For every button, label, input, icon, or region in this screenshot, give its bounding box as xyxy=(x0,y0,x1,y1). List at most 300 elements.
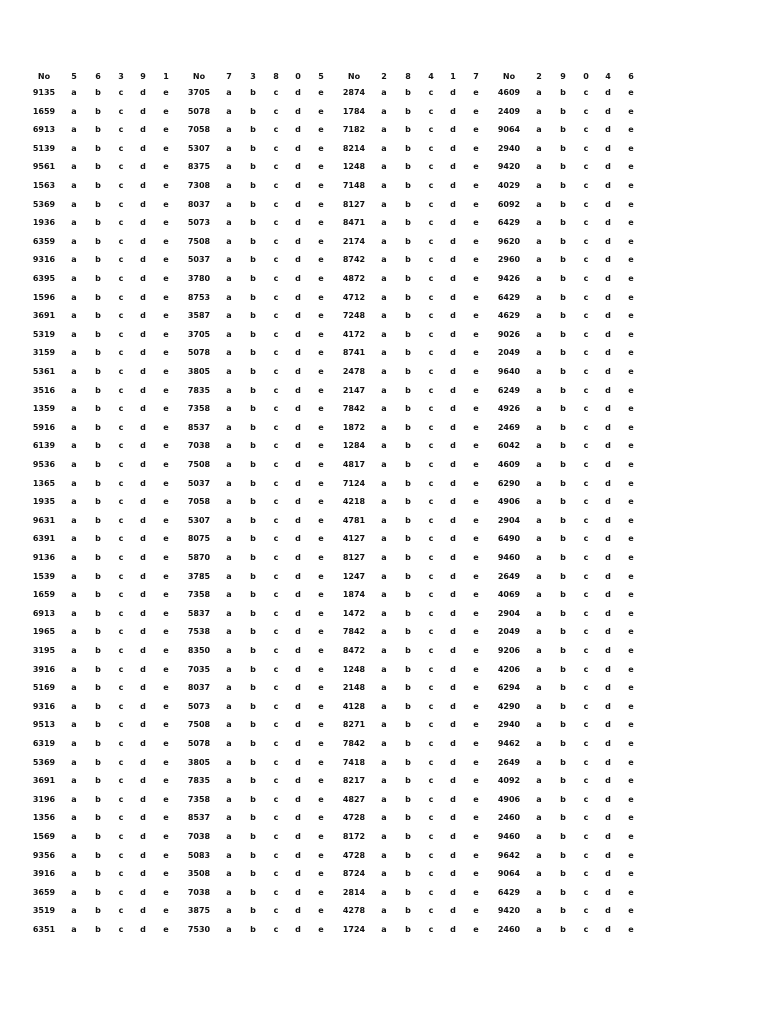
option-d: d xyxy=(605,776,611,786)
option-e: e xyxy=(318,553,324,562)
option-b: b xyxy=(405,739,411,748)
option-e: e xyxy=(163,274,169,283)
option-e: e xyxy=(163,218,169,228)
option-d: d xyxy=(295,125,301,135)
option-b: b xyxy=(250,385,256,395)
option-c: c xyxy=(428,143,434,153)
option-b: b xyxy=(560,906,566,916)
option-b: b xyxy=(560,887,566,897)
option-a: a xyxy=(226,757,232,767)
option-c: c xyxy=(428,627,434,637)
option-e: e xyxy=(473,422,479,432)
option-d: d xyxy=(450,385,456,395)
option-e: e xyxy=(628,590,634,600)
option-a: a xyxy=(381,478,387,488)
option-c: c xyxy=(583,199,589,209)
option-d: d xyxy=(450,534,456,544)
row-number: 2649 xyxy=(497,757,521,767)
option-b: b xyxy=(560,925,566,934)
option-d: d xyxy=(295,739,301,748)
option-b: b xyxy=(250,255,256,265)
option-d: d xyxy=(605,497,611,507)
option-d: d xyxy=(605,720,611,730)
row-number: 6913 xyxy=(32,608,56,618)
option-a: a xyxy=(226,925,232,934)
row-number: 4872 xyxy=(342,274,366,283)
row-number: 4218 xyxy=(342,497,366,507)
option-b: b xyxy=(250,367,256,376)
option-c: c xyxy=(583,292,589,302)
row-number: 8271 xyxy=(342,720,366,730)
row-number: 7508 xyxy=(187,460,211,469)
option-c: c xyxy=(273,404,279,414)
row-number: 4906 xyxy=(497,794,521,804)
option-a: a xyxy=(381,739,387,748)
option-c: c xyxy=(428,106,434,116)
option-d: d xyxy=(295,590,301,600)
option-a: a xyxy=(71,385,77,395)
option-b: b xyxy=(95,906,101,916)
row-number: 5078 xyxy=(187,348,211,358)
option-c: c xyxy=(273,460,279,469)
option-a: a xyxy=(536,367,542,376)
option-c: c xyxy=(583,162,589,172)
option-b: b xyxy=(95,274,101,283)
option-b: b xyxy=(405,218,411,228)
option-a: a xyxy=(536,683,542,693)
option-c: c xyxy=(583,832,589,841)
option-c: c xyxy=(118,367,124,376)
option-e: e xyxy=(163,199,169,209)
option-b: b xyxy=(250,776,256,786)
row-number: 8037 xyxy=(187,683,211,693)
option-c: c xyxy=(428,553,434,562)
option-e: e xyxy=(628,311,634,321)
option-c: c xyxy=(273,739,279,748)
option-b: b xyxy=(95,776,101,786)
option-d: d xyxy=(295,385,301,395)
option-e: e xyxy=(163,497,169,507)
option-a: a xyxy=(71,311,77,321)
row-number: 5369 xyxy=(32,757,56,767)
row-number: 2460 xyxy=(497,813,521,823)
key-digit-header: 7 xyxy=(473,72,479,81)
row-number: 9064 xyxy=(497,869,521,879)
option-e: e xyxy=(163,460,169,469)
option-a: a xyxy=(536,925,542,934)
row-number: 3587 xyxy=(187,311,211,321)
option-b: b xyxy=(95,701,101,711)
option-b: b xyxy=(250,125,256,135)
option-a: a xyxy=(381,720,387,730)
option-e: e xyxy=(628,683,634,693)
option-b: b xyxy=(95,404,101,414)
row-number: 9026 xyxy=(497,329,521,339)
option-d: d xyxy=(605,553,611,562)
option-c: c xyxy=(583,720,589,730)
option-b: b xyxy=(95,88,101,97)
row-number: 6429 xyxy=(497,887,521,897)
option-e: e xyxy=(163,292,169,302)
option-e: e xyxy=(628,125,634,135)
option-a: a xyxy=(71,441,77,451)
option-a: a xyxy=(381,311,387,321)
option-b: b xyxy=(560,627,566,637)
row-number: 6429 xyxy=(497,218,521,228)
option-a: a xyxy=(536,701,542,711)
option-e: e xyxy=(628,348,634,358)
option-a: a xyxy=(381,646,387,655)
row-number: 7358 xyxy=(187,404,211,414)
option-b: b xyxy=(560,385,566,395)
option-a: a xyxy=(536,106,542,116)
option-c: c xyxy=(118,181,124,190)
option-a: a xyxy=(226,906,232,916)
option-e: e xyxy=(473,683,479,693)
option-e: e xyxy=(473,701,479,711)
row-number: 7038 xyxy=(187,832,211,841)
row-number: 3516 xyxy=(32,385,56,395)
option-d: d xyxy=(140,236,146,246)
option-d: d xyxy=(140,404,146,414)
option-d: d xyxy=(140,869,146,879)
option-c: c xyxy=(118,739,124,748)
option-c: c xyxy=(583,925,589,934)
option-a: a xyxy=(381,813,387,823)
option-d: d xyxy=(295,757,301,767)
option-e: e xyxy=(318,236,324,246)
option-a: a xyxy=(226,832,232,841)
option-e: e xyxy=(318,143,324,153)
row-number: 3705 xyxy=(187,88,211,97)
option-b: b xyxy=(560,460,566,469)
option-c: c xyxy=(583,236,589,246)
option-a: a xyxy=(71,274,77,283)
row-number: 8172 xyxy=(342,832,366,841)
option-b: b xyxy=(250,236,256,246)
option-d: d xyxy=(605,441,611,451)
option-d: d xyxy=(605,255,611,265)
option-e: e xyxy=(473,850,479,860)
option-e: e xyxy=(473,329,479,339)
option-a: a xyxy=(226,776,232,786)
key-digit-header: 4 xyxy=(428,72,434,81)
row-number: 1659 xyxy=(32,106,56,116)
option-e: e xyxy=(628,404,634,414)
option-a: a xyxy=(226,385,232,395)
option-d: d xyxy=(605,422,611,432)
option-b: b xyxy=(405,292,411,302)
option-c: c xyxy=(118,236,124,246)
option-e: e xyxy=(473,646,479,655)
option-b: b xyxy=(405,832,411,841)
option-c: c xyxy=(118,311,124,321)
option-d: d xyxy=(605,385,611,395)
option-d: d xyxy=(605,106,611,116)
option-c: c xyxy=(273,236,279,246)
option-d: d xyxy=(605,162,611,172)
option-d: d xyxy=(605,478,611,488)
option-a: a xyxy=(536,515,542,525)
option-a: a xyxy=(381,794,387,804)
option-e: e xyxy=(473,757,479,767)
option-c: c xyxy=(583,143,589,153)
option-e: e xyxy=(318,497,324,507)
option-b: b xyxy=(95,143,101,153)
option-b: b xyxy=(95,590,101,600)
row-number: 9460 xyxy=(497,553,521,562)
option-b: b xyxy=(95,106,101,116)
option-a: a xyxy=(71,608,77,618)
option-d: d xyxy=(450,850,456,860)
option-c: c xyxy=(583,683,589,693)
option-d: d xyxy=(605,757,611,767)
option-b: b xyxy=(95,515,101,525)
option-a: a xyxy=(536,292,542,302)
option-c: c xyxy=(273,608,279,618)
option-c: c xyxy=(583,218,589,228)
option-d: d xyxy=(295,627,301,637)
option-c: c xyxy=(583,329,589,339)
row-number: 4728 xyxy=(342,813,366,823)
option-b: b xyxy=(405,869,411,879)
row-number: 8742 xyxy=(342,255,366,265)
option-c: c xyxy=(428,441,434,451)
option-e: e xyxy=(473,367,479,376)
option-b: b xyxy=(405,515,411,525)
option-b: b xyxy=(250,850,256,860)
option-a: a xyxy=(536,794,542,804)
option-b: b xyxy=(405,143,411,153)
option-a: a xyxy=(226,199,232,209)
key-digit-header: 0 xyxy=(583,72,589,81)
option-e: e xyxy=(628,236,634,246)
option-d: d xyxy=(295,106,301,116)
option-a: a xyxy=(536,906,542,916)
row-number: 7842 xyxy=(342,739,366,748)
option-c: c xyxy=(583,664,589,674)
option-a: a xyxy=(71,590,77,600)
option-d: d xyxy=(605,460,611,469)
option-b: b xyxy=(405,329,411,339)
row-number: 9206 xyxy=(497,646,521,655)
option-a: a xyxy=(381,441,387,451)
option-c: c xyxy=(428,757,434,767)
option-e: e xyxy=(473,441,479,451)
option-d: d xyxy=(605,813,611,823)
option-b: b xyxy=(405,850,411,860)
option-a: a xyxy=(226,311,232,321)
option-d: d xyxy=(605,887,611,897)
option-b: b xyxy=(560,199,566,209)
option-e: e xyxy=(163,794,169,804)
option-d: d xyxy=(140,441,146,451)
row-number: 7148 xyxy=(342,181,366,190)
option-e: e xyxy=(628,794,634,804)
option-d: d xyxy=(140,683,146,693)
option-d: d xyxy=(295,236,301,246)
row-number: 6359 xyxy=(32,236,56,246)
option-d: d xyxy=(450,88,456,97)
option-b: b xyxy=(405,571,411,581)
option-d: d xyxy=(450,571,456,581)
row-number: 8741 xyxy=(342,348,366,358)
option-e: e xyxy=(318,776,324,786)
option-a: a xyxy=(71,236,77,246)
option-d: d xyxy=(295,794,301,804)
option-c: c xyxy=(273,106,279,116)
row-number: 1872 xyxy=(342,422,366,432)
option-b: b xyxy=(560,813,566,823)
row-number: 1935 xyxy=(32,497,56,507)
option-c: c xyxy=(118,162,124,172)
option-c: c xyxy=(118,422,124,432)
option-d: d xyxy=(605,329,611,339)
row-number: 2960 xyxy=(497,255,521,265)
option-d: d xyxy=(295,906,301,916)
option-c: c xyxy=(273,311,279,321)
option-d: d xyxy=(140,757,146,767)
option-d: d xyxy=(295,869,301,879)
option-b: b xyxy=(560,181,566,190)
option-a: a xyxy=(381,887,387,897)
option-a: a xyxy=(71,571,77,581)
option-d: d xyxy=(295,534,301,544)
row-number: 1563 xyxy=(32,181,56,190)
row-number: 2469 xyxy=(497,422,521,432)
option-b: b xyxy=(95,162,101,172)
option-c: c xyxy=(428,794,434,804)
option-a: a xyxy=(226,701,232,711)
option-d: d xyxy=(295,441,301,451)
option-c: c xyxy=(118,925,124,934)
row-number: 6391 xyxy=(32,534,56,544)
number-column-header: No xyxy=(192,72,206,81)
option-a: a xyxy=(536,385,542,395)
option-c: c xyxy=(428,236,434,246)
option-d: d xyxy=(450,125,456,135)
option-e: e xyxy=(473,739,479,748)
option-a: a xyxy=(226,162,232,172)
option-c: c xyxy=(118,218,124,228)
row-number: 8472 xyxy=(342,646,366,655)
option-d: d xyxy=(605,646,611,655)
option-e: e xyxy=(163,255,169,265)
option-b: b xyxy=(405,683,411,693)
option-b: b xyxy=(95,367,101,376)
option-b: b xyxy=(95,887,101,897)
option-e: e xyxy=(628,813,634,823)
option-d: d xyxy=(450,255,456,265)
option-a: a xyxy=(536,478,542,488)
option-a: a xyxy=(71,255,77,265)
row-number: 5307 xyxy=(187,515,211,525)
option-b: b xyxy=(560,255,566,265)
row-number: 5037 xyxy=(187,478,211,488)
option-a: a xyxy=(381,683,387,693)
option-c: c xyxy=(118,887,124,897)
option-c: c xyxy=(583,106,589,116)
option-e: e xyxy=(318,906,324,916)
option-c: c xyxy=(118,590,124,600)
row-number: 9631 xyxy=(32,515,56,525)
row-number: 7038 xyxy=(187,441,211,451)
option-b: b xyxy=(560,162,566,172)
option-a: a xyxy=(536,571,542,581)
option-e: e xyxy=(628,199,634,209)
option-e: e xyxy=(628,832,634,841)
option-e: e xyxy=(318,422,324,432)
option-a: a xyxy=(536,720,542,730)
option-e: e xyxy=(473,571,479,581)
option-c: c xyxy=(583,646,589,655)
option-d: d xyxy=(605,925,611,934)
option-c: c xyxy=(273,720,279,730)
option-a: a xyxy=(381,664,387,674)
option-b: b xyxy=(560,683,566,693)
option-c: c xyxy=(428,906,434,916)
row-number: 6913 xyxy=(32,125,56,135)
option-c: c xyxy=(583,404,589,414)
option-a: a xyxy=(226,869,232,879)
option-b: b xyxy=(250,794,256,804)
option-a: a xyxy=(381,590,387,600)
option-c: c xyxy=(583,255,589,265)
option-a: a xyxy=(71,329,77,339)
option-e: e xyxy=(628,515,634,525)
option-d: d xyxy=(140,850,146,860)
option-d: d xyxy=(140,255,146,265)
row-number: 3159 xyxy=(32,348,56,358)
option-e: e xyxy=(473,813,479,823)
option-d: d xyxy=(140,720,146,730)
option-a: a xyxy=(536,125,542,135)
option-b: b xyxy=(405,422,411,432)
row-number: 3916 xyxy=(32,869,56,879)
option-e: e xyxy=(628,887,634,897)
option-e: e xyxy=(473,515,479,525)
option-e: e xyxy=(628,106,634,116)
option-d: d xyxy=(605,143,611,153)
option-c: c xyxy=(118,757,124,767)
option-a: a xyxy=(71,143,77,153)
option-c: c xyxy=(583,515,589,525)
option-c: c xyxy=(273,441,279,451)
option-b: b xyxy=(250,646,256,655)
option-e: e xyxy=(163,534,169,544)
option-c: c xyxy=(428,367,434,376)
row-number: 2904 xyxy=(497,515,521,525)
option-e: e xyxy=(163,162,169,172)
key-digit-header: 6 xyxy=(95,72,101,81)
option-a: a xyxy=(71,497,77,507)
option-c: c xyxy=(583,553,589,562)
option-c: c xyxy=(428,701,434,711)
row-number: 2460 xyxy=(497,925,521,934)
option-e: e xyxy=(473,143,479,153)
option-b: b xyxy=(250,478,256,488)
option-d: d xyxy=(140,813,146,823)
row-number: 1248 xyxy=(342,162,366,172)
option-d: d xyxy=(605,571,611,581)
option-c: c xyxy=(583,534,589,544)
option-e: e xyxy=(163,553,169,562)
option-c: c xyxy=(273,329,279,339)
option-a: a xyxy=(71,776,77,786)
option-b: b xyxy=(95,683,101,693)
row-number: 8214 xyxy=(342,143,366,153)
option-e: e xyxy=(318,757,324,767)
